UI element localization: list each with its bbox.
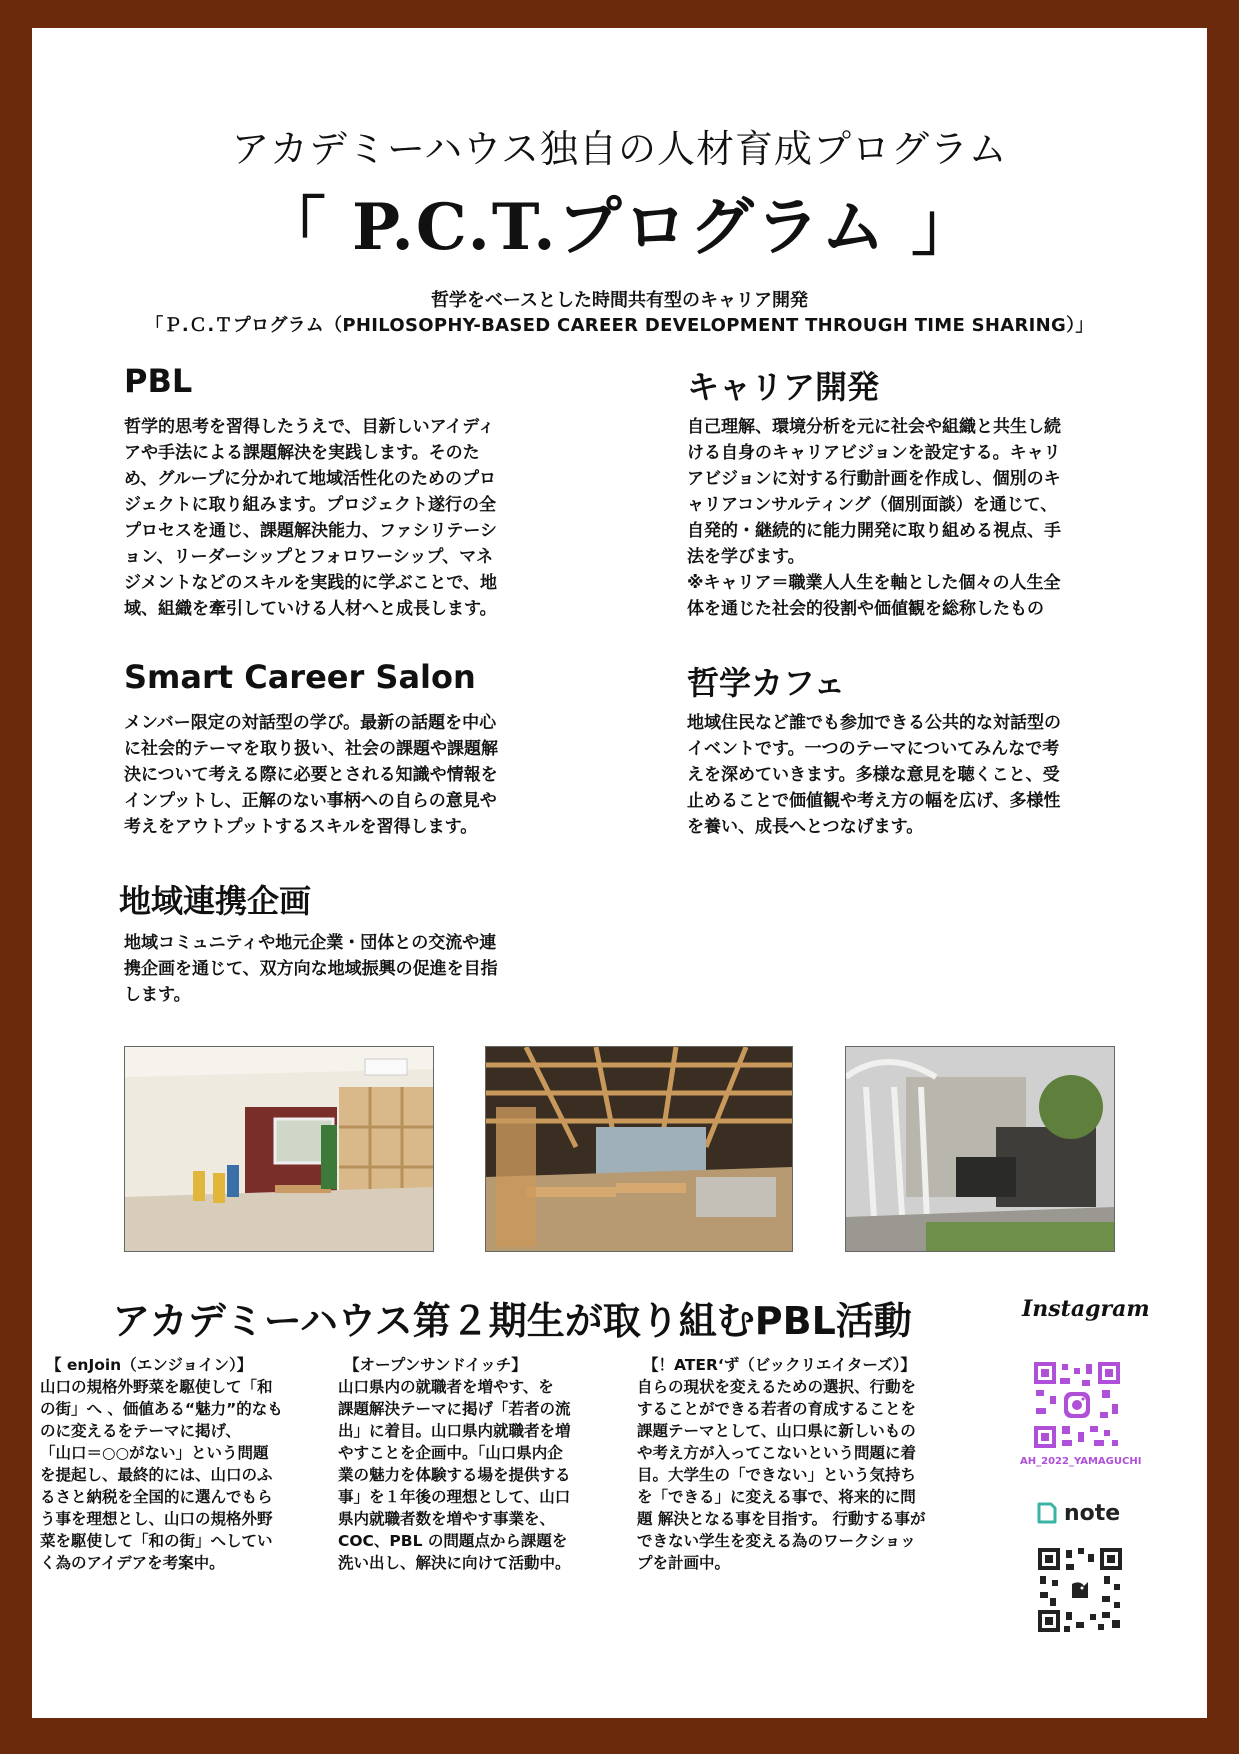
note-qr-code[interactable] [1036,1546,1124,1634]
photo-building [845,1046,1115,1252]
poster [32,28,1207,1718]
pbl-team-open-sandwich: 【オープンサンドイッチ】 山口県内の就職者を増やす、を 課題解決テーマに掲げ「若者の流 出」に着目。山口県内就職者を増 やすことを企画中。「山口県内企 業の魅力を体験する場を提供する 事」を１年後の理想として、山口 県内就職者数を増やす事業を、 COC、PBL の問題点から課題を 洗い出し、解決に向けて活動中。 [338,1354,598,1574]
pbl-activities-title: アカデミーハウス第２期生が取り組むPBL活動 [112,1299,912,1343]
section-body-cafe: 地域住民など誰でも参加できる公共的な対話型の イベントです。一つのテーマについてみんなで考 えを深めていきます。多様な意見を聴くこと、受 止めることで価値観や考え方の幅を広げ、多様性 を養い、成長へとつなげます。 [687,713,1061,837]
section-title-salon: Smart Career Salon [124,658,476,696]
section-body-pbl: 哲学的思考を習得したうえで、目新しいアイディ アや手法による課題解決を実践します。そのた め、グループに分かれて地域活性化のためのプロ ジェクトに取り組みます。プロジェクト遂行の全 プロセスを通じ、課題解決能力、ファシリテーシ ョン、リーダーシップとフォロワーシップ、マネ ジメントなどのスキルを実践的に学ぶことで、地 域、組織を牽引していける人材へと成長します。 [124,417,497,619]
note-icon [1036,1501,1058,1525]
instagram-qr-code[interactable] [1032,1360,1122,1450]
photo-hall [485,1046,793,1252]
poster-subtitle-line2: 「Ｐ.Ｃ.Ｔプログラム（PHILOSOPHY-BASED CAREER DEVELOPMENT THROUGH TIME SHARING）」 [145,315,1094,336]
pbl-team-heading: 【 enJoin（エンジョイン）】 [46,1356,253,1374]
pbl-team-heading: 【オープンサンドイッチ】 [344,1356,527,1374]
section-body-regional: 地域コミュニティや地元企業・団体との交流や連 携企画を通じて、双方向な地域振興の促進を目指 します。 [124,933,498,1005]
section-title-cafe: 哲学カフェ [687,664,846,702]
pbl-team-heading: 【！ATER‘ず（ビックリエイターズ）】 [643,1356,916,1374]
section-body-salon: メンバー限定の対話型の学び。最新の話題を中心 に社会的テーマを取り扱い、社会の課題や課題解 決について考える際に必要とされる知識や情報を インプットし、正解のない事柄への自らの意見や 考えをアウトプットするスキルを習得します。 [124,713,498,837]
poster-title-line2: 「 P.C.T.プログラム 」 [261,190,978,265]
instagram-label: Instagram [1022,1296,1150,1322]
section-title-career: キャリア開発 [687,368,880,406]
pbl-team-enjoin: 【 enJoin（エンジョイン）】 山口の規格外野菜を駆使して「和 の街」へ 、価値ある“魅力”的なも のに変えるをテーマに掲げ、 「山口＝○○がない」という問題 を提起し、最終的には、山口のふ るさと納税を全国的に選んでもら う事を理想とし、山口の規格外野 菜を駆使して「和の街」へしてい く為のアイデアを考案中。 [40,1354,300,1574]
note-logo[interactable] [1036,1498,1120,1528]
section-title-pbl: PBL [124,362,193,400]
instagram-handle: AH_2022_YAMAGUCHI [1020,1456,1142,1467]
poster-title-line1: アカデミーハウス独自の人材育成プログラム [231,127,1008,171]
note-label: note [1064,1500,1121,1526]
section-body-career: 自己理解、環境分析を元に社会や組織と共生し続 ける自身のキャリアビジョンを設定する。キャリ アビジョンに対する行動計画を作成し、個別のキ ャリアコンサルティング（個別面談）を通じて、 自発的・継続的に能力開発に取り組める視点、手 法を学びます。 ※キャリア＝職業人人生を軸とした個々の人生全 体を通じた社会的役割や価値観を総称したもの [687,417,1061,619]
poster-subtitle-line1: 哲学をベースとした時間共有型のキャリア開発 [430,290,809,311]
pbl-team-bikkureaters: 【！ATER‘ず（ビックリエイターズ）】 自らの現状を変えるための選択、行動を することができる若者の育成することを 課題テーマとして、山口県に新しいもの や考え方が入ってこないという問題に着 目。大学生の「できない」という気持ち を「できる」に変える事で、将来的に問 題 解決となる事を目指す。 行動する事が できない学生を変える為のワークショッ プを計画中。 [637,1354,957,1574]
section-title-regional: 地域連携企画 [119,882,312,920]
photo-lounge [124,1046,434,1252]
